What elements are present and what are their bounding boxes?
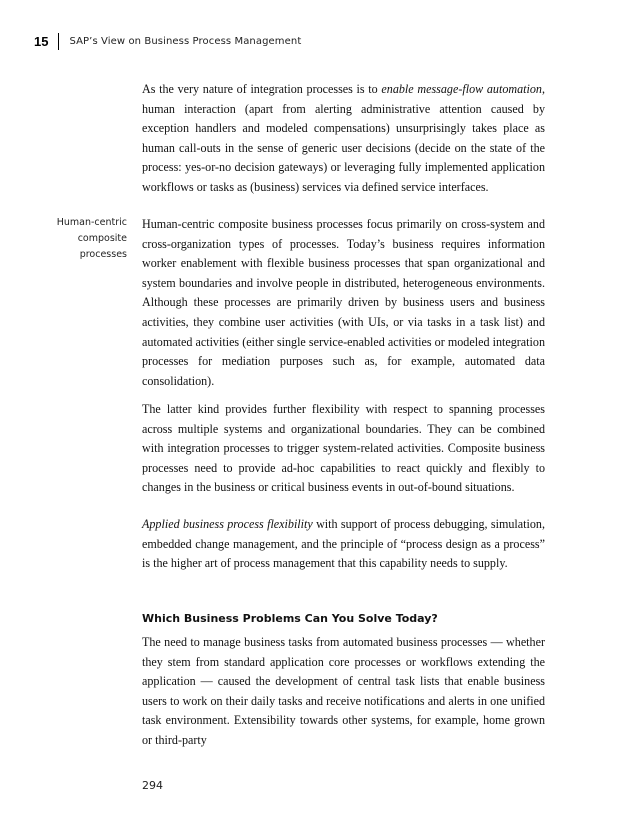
emphasis-text: Applied business process flexibility <box>142 517 313 531</box>
paragraph-integration <box>142 80 545 198</box>
paragraph-flexibility: The latter kind provides further flexibility with respect to spanning processes across multiple systems and organizational boundaries. They can be combined with integration processes to trigger system-related activities. Composite business processes need to provide ad-hoc capabilities to react quickly and flexibly to changes in the business or critical business events in out-of-bound situations. <box>142 402 545 495</box>
paragraph-applied-flexibility <box>142 515 545 574</box>
paragraph-human-centric: Human-centric composite business processes focus primarily on cross-system and cross-organization types of processes. Today’s business requires information worker enablement with flexible business processes that span organizational and system boundaries and involve people in distributed, heterogeneous environments. Although these processes are primarily driven by business users and business activities, they combine user activities (with UIs, or via tasks in a task list) and automated activities (either single service-enabled activities or modeled integration processes for mediation purposes such as, for example, automated data consolidation). <box>142 217 545 388</box>
page-number: 294 <box>142 779 163 792</box>
margin-note-line: composite <box>77 233 127 244</box>
header-divider <box>58 33 59 50</box>
paragraph-text: As the very nature of integration processes is to <box>142 82 382 96</box>
emphasis-text: enable message-flow automation <box>381 82 542 96</box>
margin-note <box>57 215 127 263</box>
chapter-number: 15 <box>34 33 49 49</box>
paragraph-text: , human interaction (apart from alerting administrative attention caused by exception handlers and modeled compensations) unsurprisingly takes place as human call-outs in the sense of generic user decisions (decide on the state of the process: yes-or-no decision gateways) or leveraging fully implemented application workflows or tasks as (business) services via defined service interfaces. <box>142 82 546 194</box>
margin-note-line: processes <box>79 249 127 260</box>
paragraph-task-lists: The need to manage business tasks from automated business processes — whether they stem from standard application core processes or workflows extending the application — caused the development of central task lists that enable business users to work on their daily tasks and receive notifications and alerts in one unified task environment. Extensibility towards other systems, for example, home grown or third-party <box>142 635 545 747</box>
section-heading: Which Business Problems Can You Solve Today? <box>142 612 438 625</box>
running-header <box>34 32 301 50</box>
chapter-title: SAP’s View on Business Process Management <box>69 35 302 47</box>
paragraph-text: with support of process debugging, simulation, embedded change management, and the principle of “process design as a process” is the higher art of process management that this capability needs to supply. <box>142 517 545 571</box>
margin-note-line: Human-centric <box>56 217 127 228</box>
